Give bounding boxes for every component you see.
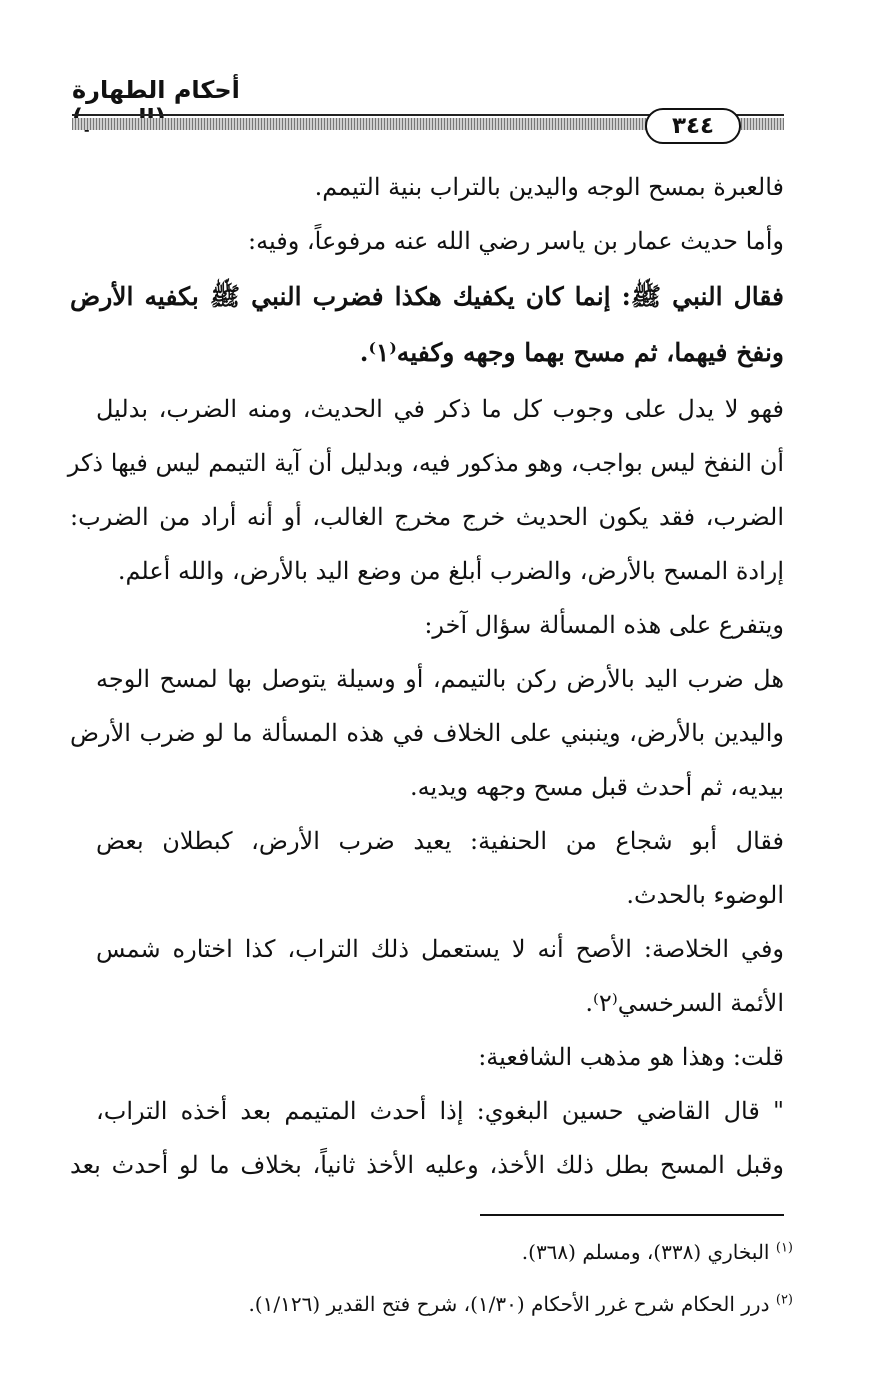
text-line: ويتفرع على هذه المسألة سؤال آخر:	[424, 611, 784, 639]
footnote-text: البخاري (٣٣٨)، ومسلم (٣٦٨).	[521, 1240, 770, 1264]
text-line: وقبل المسح بطل ذلك الأخذ، وعليه الأخذ ثانياً، بخلاف ما لو أحدث بعد	[70, 1151, 784, 1179]
hadith-line: فقال النبي ﷺ: إنما كان يكفيك هكذا فضرب النبي ﷺ بكفيه الأرض	[70, 282, 784, 311]
text-line: وفي الخلاصة: الأصح أنه لا يستعمل ذلك التراب، كذا اختاره شمس	[96, 935, 784, 963]
text-line: هل ضرب اليد بالأرض ركن بالتيمم، أو وسيلة يتوصل بها لمسح الوجه	[96, 665, 784, 693]
text-line: بيديه، ثم أحدث قبل مسح وجهه ويديه.	[410, 773, 784, 801]
footnote-marker: (١)	[775, 1240, 793, 1256]
footnote-2	[248, 1292, 793, 1316]
footnote-separator	[480, 1214, 784, 1216]
footnote-marker: (٢)	[775, 1292, 793, 1308]
text-line: الأئمة السرخسي⁽٢⁾.	[585, 989, 784, 1017]
footnote-1	[522, 1240, 793, 1264]
text-line: فهو لا يدل على وجوب كل ما ذكر في الحديث، ومنه الضرب، بدليل	[96, 395, 784, 423]
text-line: إرادة المسح بالأرض، والضرب أبلغ من وضع اليد بالأرض، والله أعلم.	[117, 557, 784, 585]
running-header-title: أحكام الطهارة	[72, 76, 240, 104]
text-line: واليدين بالأرض، وينبني على الخلاف في هذه المسألة ما لو ضرب الأرض	[70, 719, 784, 747]
text-line: أن النفخ ليس بواجب، وهو مذكور فيه، وبدليل أن آية التيمم ليس فيها ذكر	[67, 449, 784, 477]
text-line: فقال أبو شجاع من الحنفية: يعيد ضرب الأرض، كبطلان بعض	[96, 827, 784, 855]
text-line: فالعبرة بمسح الوجه واليدين بالتراب بنية التيمم.	[314, 173, 784, 201]
text-line: قلت: وهذا هو مذهب الشافعية:	[478, 1043, 784, 1071]
text-line: " قال القاضي حسين البغوي: إذا أحدث المتيمم بعد أخذه التراب،	[96, 1097, 784, 1125]
footnote-text: درر الحكام شرح غرر الأحكام (١/٣٠)، شرح فتح القدير (١/١٢٦).	[248, 1292, 770, 1316]
hadith-line: ونفخ فيهما، ثم مسح بهما وجهه وكفيه⁽١⁾.	[359, 338, 784, 367]
text-line: الوضوء بالحدث.	[626, 881, 784, 909]
page-number: ٣٤٤	[645, 108, 741, 144]
text-line: وأما حديث عمار بن ياسر رضي الله عنه مرفوعاً، وفيه:	[248, 227, 784, 255]
body-text	[67, 160, 784, 1190]
text-line: الضرب، فقد يكون الحديث خرج مخرج الغالب، أو أنه أراد من الضرب:	[70, 503, 784, 531]
